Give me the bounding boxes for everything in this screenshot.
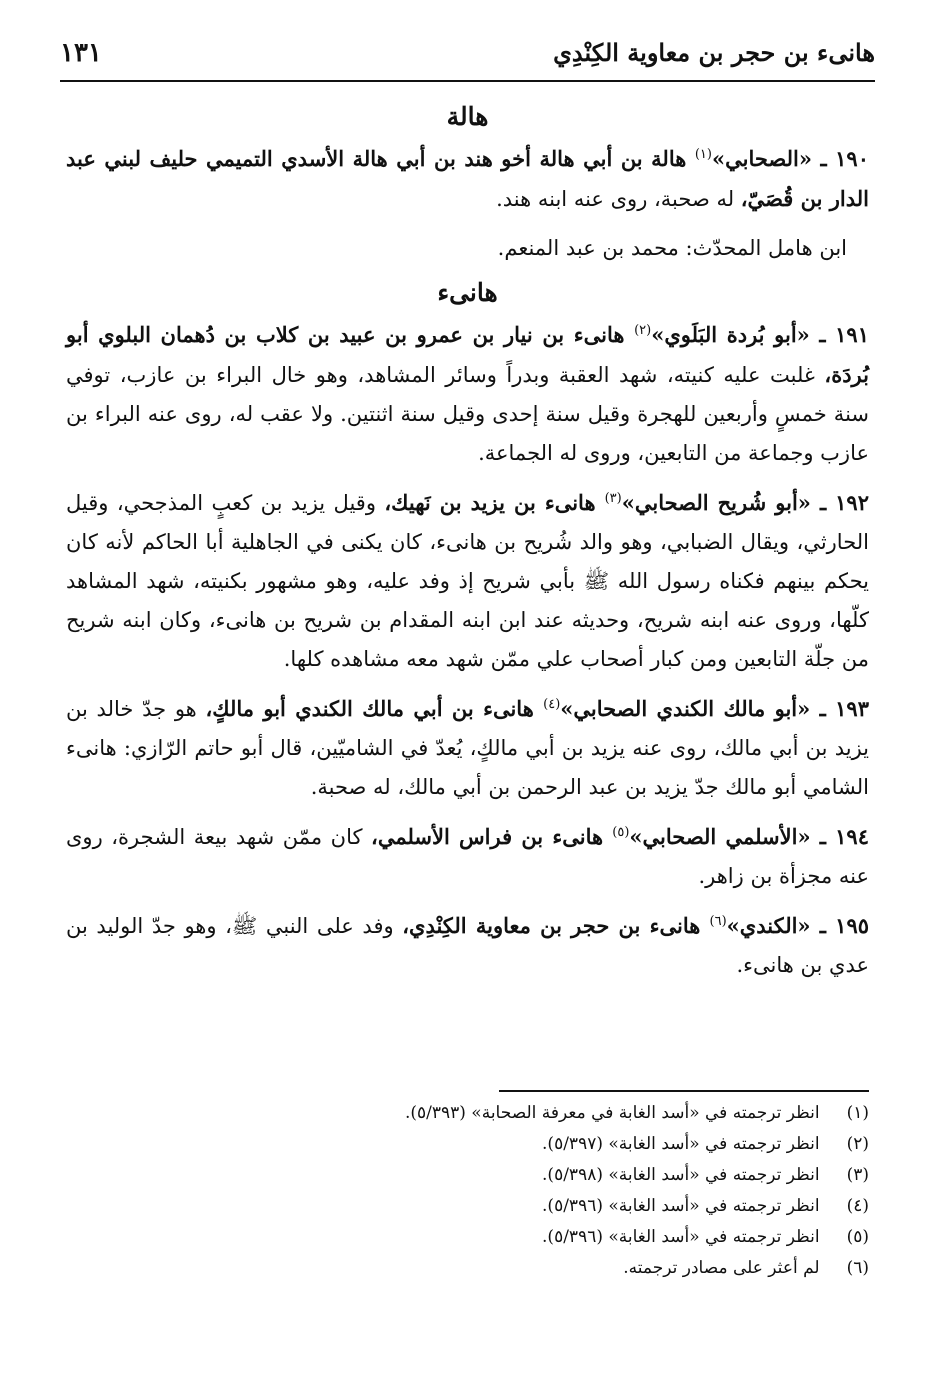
footnote-number: (٣) (846, 1165, 869, 1185)
entry-lead: ١٩٤ ـ «الأسلمي الصحابي» (629, 824, 869, 849)
footnote-text: انظر ترجمته في «أسد الغابة» (٥/٣٩٦). (542, 1227, 820, 1247)
entry-190 (66, 139, 869, 219)
footnote (66, 1160, 869, 1191)
footnote-text: انظر ترجمته في «أسد الغابة» (٥/٣٩٧). (542, 1134, 820, 1154)
footnote-ref: (٥) (612, 825, 630, 840)
footnote (66, 1191, 869, 1222)
entry-text: كان ممّن شهد بيعة الشجرة، روى عنه مجزأة بن زاهر. (66, 825, 869, 888)
section-heading: هالة (446, 102, 489, 131)
footnote-ref: (٦) (709, 914, 727, 929)
entry-lead: ١٩٢ ـ «أبو شُريح الصحابي» (621, 490, 869, 515)
footnote-number: (٢) (846, 1134, 869, 1154)
footnote-number: (٤) (846, 1196, 869, 1216)
entry-lead: ١٩١ ـ «أبو بُردة البَلَوي» (651, 322, 869, 347)
footnote-text: انظر ترجمته في «أسد الغابة في معرفة الصحابة» (٥/٣٩٣). (404, 1103, 820, 1123)
entry-lead: ١٩٠ ـ «الصحابي» (711, 146, 869, 171)
footnote-text: لم أعثر على مصادر ترجمته. (623, 1258, 820, 1278)
entry-name: هانىء بن أبي مالك الكندي أبو مالكٍ، (205, 696, 544, 721)
entry-194 (66, 817, 869, 896)
footnote-ref: (٤) (543, 697, 561, 712)
entry-name: هانىء بن فراس الأسلمي، (371, 824, 613, 849)
footnote-ref: (٣) (604, 491, 622, 506)
entry-text: له صحبة، روى عنه ابنه هند. (496, 187, 741, 211)
footnote-text: انظر ترجمته في «أسد الغابة» (٥/٣٩٦). (542, 1196, 820, 1216)
footnote (66, 1222, 869, 1253)
footnote-ref: (٢) (634, 323, 652, 338)
entry-text: ابن هامل المحدّث: محمد بن عبد المنعم. (497, 236, 847, 260)
header-rule (60, 80, 875, 82)
entry-text: غلبت عليه كنيته، شهد العقبة وبدراً وسائر المشاهد، وهو خال البراء بن عازب، توفي سنة خمسٍ وأربعين للهجرة وقيل سنة إحدى وقيل سنة اثنتين. ولا عقب له، روى عنه البراء بن عازب وجماعة من التابعين، وروى له الجماعة. (66, 363, 869, 465)
entry-name: هانىء بن نيار بن عمرو بن عبيد بن كلاب بن دُهمان البلوي أبو بُردَة، (66, 322, 869, 387)
entry-lead: ١٩٣ ـ «أبو مالك الكندي الصحابي» (560, 696, 869, 721)
footnote-ref: (١) (694, 147, 712, 162)
footnotes (66, 1098, 869, 1284)
footnote (66, 1129, 869, 1160)
page-header (60, 30, 875, 82)
footnote-number: (٦) (846, 1258, 869, 1278)
entry-name: هانىء بن حجر بن معاوية الكِنْدِي، (402, 913, 710, 938)
entry-lead: ١٩٥ ـ «الكندي» (726, 913, 870, 938)
entry-name: هالة بن أبي هالة أخو هند بن أبي هالة الأسدي التميمي حليف لبني عبد الدار بن قُصَيّ، (66, 146, 869, 211)
footnote (66, 1253, 869, 1284)
entry-name: هانىء بن يزيد بن نَهيك، (384, 490, 605, 515)
entry-note-hamil (66, 229, 869, 268)
main-text (66, 96, 869, 995)
running-title: هانىء بن حجر بن معاوية الكِنْدِي (553, 38, 875, 67)
entry-193 (66, 689, 869, 807)
footnote-number: (١) (846, 1103, 869, 1123)
footnote-number: (٥) (846, 1227, 869, 1247)
footnote (66, 1098, 869, 1129)
entry-text: وقيل يزيد بن كعبٍ المذجحي، وقيل الحارثي، ويقال الضبابي، وهو والد شُريح بن هانىء، كان يكنى في الجاهلية أبا الحاكم لأنه كان يحكم بينهم فكناه رسول الله ﷺ بأبي شريح إذ وفد عليه، وهو مشهور بكنيته، شهد المشاهد كلّها، وروى عنه ابنه شريح، وحديثه عند ابن ابنه المقدام بن شريح بن هانىء، وكان ابنه شريح من جلّة التابعين ومن كبار أصحاب علي ممّن شهد معه مشاهده كلها. (66, 491, 869, 671)
page-number: ١٣١ (60, 38, 102, 68)
entry-192 (66, 483, 869, 679)
entry-195 (66, 906, 869, 985)
entry-191 (66, 315, 869, 473)
footnote-text: انظر ترجمته في «أسد الغابة» (٥/٣٩٨). (542, 1165, 820, 1185)
footnote-rule (499, 1090, 869, 1092)
section-heading: هانىء (437, 278, 498, 307)
entry-text: وفد على النبي ﷺ، وهو جدّ الوليد بن عدي بن هانىء. (66, 914, 869, 977)
entry-text: هو جدّ خالد بن يزيد بن أبي مالك، روى عنه يزيد بن أبي مالكٍ، يُعدّ في الشاميّين، قال أبو حاتم الرّازي: هانىء الشامي أبو مالك جدّ يزيد بن عبد الرحمن بن أبي مالك، له صحبة. (66, 697, 869, 799)
